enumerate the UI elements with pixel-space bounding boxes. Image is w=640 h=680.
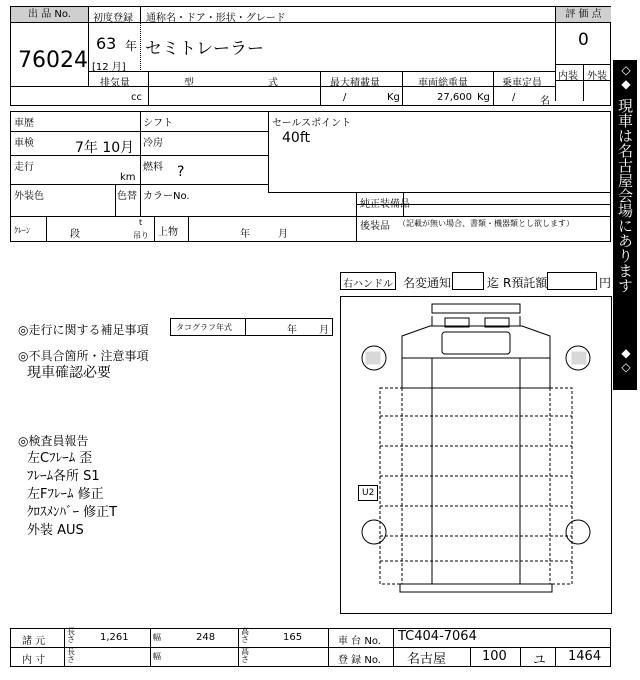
crane-ton: t <box>139 218 143 227</box>
divider <box>10 86 88 87</box>
max-load-unit: Kg <box>387 92 400 103</box>
lot-label: 出 品 No. <box>11 7 88 22</box>
divider <box>88 6 89 86</box>
sales-point-value: 40ft <box>282 130 310 146</box>
width-label: 幅 <box>153 633 161 642</box>
divider <box>268 111 269 192</box>
defect-header: ◎不具合箇所・注意事項 <box>18 349 149 363</box>
max-load-label: 最大積載量 <box>330 78 380 89</box>
fuel-label: 燃料 <box>143 162 163 173</box>
divider <box>150 628 151 667</box>
divider <box>555 647 556 667</box>
type-label: 型 <box>184 78 194 89</box>
divider <box>238 628 239 667</box>
driving-notes-header: ◎走行に関する補足事項 <box>18 323 149 337</box>
r-deposit-label: R預託額 <box>503 276 548 290</box>
report-line: 左Cﾌﾚｰﾑ 歪 <box>27 451 93 466</box>
divider <box>268 192 611 193</box>
side-banner-top-marks: ◇◆ <box>619 63 633 91</box>
divider <box>46 216 47 242</box>
gross-weight-unit: Kg <box>477 92 490 103</box>
genuine-equipment-label: 純正装備品 <box>360 199 410 210</box>
color-code-label: カラーNo. <box>143 191 190 202</box>
displacement-unit: cc <box>131 92 142 103</box>
fuel-value: ? <box>177 164 185 180</box>
report-line: ﾌﾚｰﾑ各所 S1 <box>27 469 100 484</box>
side-banner-text: 現車は名古屋会場にあります <box>616 98 634 293</box>
shift-label: シフト <box>143 118 173 129</box>
divider <box>115 184 116 216</box>
reg-region: 名古屋 <box>407 652 447 667</box>
reg-kana: ユ <box>533 653 547 668</box>
divider <box>188 216 189 242</box>
capacity-slash: / <box>512 92 516 103</box>
divider <box>88 71 555 72</box>
deposit-label: 迄 <box>487 276 500 290</box>
type-label-2: 式 <box>268 78 278 89</box>
report-line: 外装 AUS <box>27 523 84 538</box>
aftermarket-note: （記載が無い場合、書類・機器類とし欲します） <box>398 219 574 228</box>
color-change-label: 色替 <box>117 191 137 202</box>
divider <box>520 647 521 667</box>
capacity-label: 乗車定員 <box>502 78 542 89</box>
divider <box>140 111 141 216</box>
body-month: 月 <box>278 229 288 240</box>
int-length-label: 長さ <box>67 647 75 664</box>
crane-label: ｸﾚｰﾝ <box>14 226 30 235</box>
max-load-slash: / <box>343 92 347 103</box>
truck-diagram <box>340 296 612 614</box>
r-deposit-box[interactable] <box>547 272 597 290</box>
body-label: 上物 <box>158 227 178 238</box>
tacho-month: 月 <box>319 325 329 336</box>
year-unit: 年 <box>125 39 138 53</box>
divider <box>328 628 329 667</box>
divider <box>10 155 268 156</box>
divider <box>148 71 149 106</box>
right-hand-drive-label: 右ハンドル <box>343 279 393 290</box>
model-label: 通称名・ドア・形状・グレード <box>146 13 286 24</box>
mileage-unit: km <box>120 172 136 183</box>
interior-dims-label: 内 寸 <box>22 655 46 666</box>
name-change-box[interactable] <box>452 272 484 290</box>
reg-class: 100 <box>482 649 507 664</box>
dims-label: 諸 元 <box>22 636 46 647</box>
divider <box>356 192 357 242</box>
divider <box>583 64 584 101</box>
divider <box>493 71 494 106</box>
chassis-value: TC404-7064 <box>398 629 477 644</box>
width-value: 248 <box>196 632 216 643</box>
divider <box>154 216 155 242</box>
sales-point-label: セールスポイント <box>272 118 352 129</box>
yen-label: 円 <box>599 276 612 290</box>
damage-marker-label: U2 <box>362 488 375 498</box>
length-label: 長さ <box>67 627 75 644</box>
height-label: 高さ <box>241 627 249 644</box>
score-value: 0 <box>578 30 589 50</box>
reg-number: 1464 <box>568 649 602 664</box>
report-line: 左Fﾌﾚｰﾑ 修正 <box>27 487 104 502</box>
divider <box>88 86 555 87</box>
int-height-label: 高さ <box>241 647 249 664</box>
aftermarket-label: 後装品 <box>360 221 390 232</box>
inspection-label: 車検 <box>14 138 34 149</box>
height-value: 165 <box>283 632 303 643</box>
model-name: セミトレーラー <box>145 39 264 59</box>
displacement-label: 排気量 <box>100 78 130 89</box>
chassis-label: 車 台 No. <box>338 636 381 647</box>
exterior-color-label: 外装色 <box>14 191 44 202</box>
divider <box>10 22 88 23</box>
gross-weight-value: 27,600 <box>437 92 472 103</box>
score-label: 評 価 点 <box>556 7 611 22</box>
length-value: 1,261 <box>100 632 129 643</box>
year-num: 63 <box>96 34 117 53</box>
first-reg-label: 初度登録 <box>93 13 133 24</box>
tacho-year: 年 <box>287 325 297 336</box>
inspector-header: ◎検査員報告 <box>18 434 89 448</box>
divider <box>10 131 268 132</box>
mileage-label: 走行 <box>14 162 34 173</box>
divider <box>555 22 611 23</box>
divider <box>245 318 246 336</box>
capacity-unit: 名 <box>540 96 550 107</box>
name-change-label: 名変通知 <box>403 276 452 290</box>
body-year: 年 <box>240 229 250 240</box>
divider <box>10 184 268 185</box>
divider <box>470 647 471 667</box>
divider <box>555 80 611 81</box>
defect-text: 現車確認必要 <box>27 365 111 381</box>
divider <box>320 71 321 106</box>
interior-label: 内装 <box>558 71 578 82</box>
divider <box>393 628 394 667</box>
history-label: 車歴 <box>14 118 34 129</box>
crane-lift: 吊り <box>133 231 149 240</box>
inspection-value: 7年 10月 <box>75 140 135 156</box>
divider <box>402 71 403 106</box>
divider <box>10 216 611 217</box>
report-line: ｸﾛｽﾒﾝﾊﾞｰ 修正T <box>27 505 118 520</box>
tacho-label: タコグラフ年式 <box>176 323 232 332</box>
divider <box>64 628 65 667</box>
reg-month: [12 月] <box>92 62 126 73</box>
exterior-label: 外装 <box>587 71 607 82</box>
side-banner-bottom-marks: ◆◇ <box>619 346 633 374</box>
ac-label: 冷房 <box>143 138 163 149</box>
crane-stage: 段 <box>70 229 80 240</box>
divider <box>140 22 141 72</box>
divider <box>140 6 141 23</box>
gross-weight-label: 車両総重量 <box>418 78 468 89</box>
int-width-label: 幅 <box>153 652 161 661</box>
lot-number: 76024 <box>18 48 88 73</box>
reg-label: 登 録 No. <box>338 655 381 666</box>
